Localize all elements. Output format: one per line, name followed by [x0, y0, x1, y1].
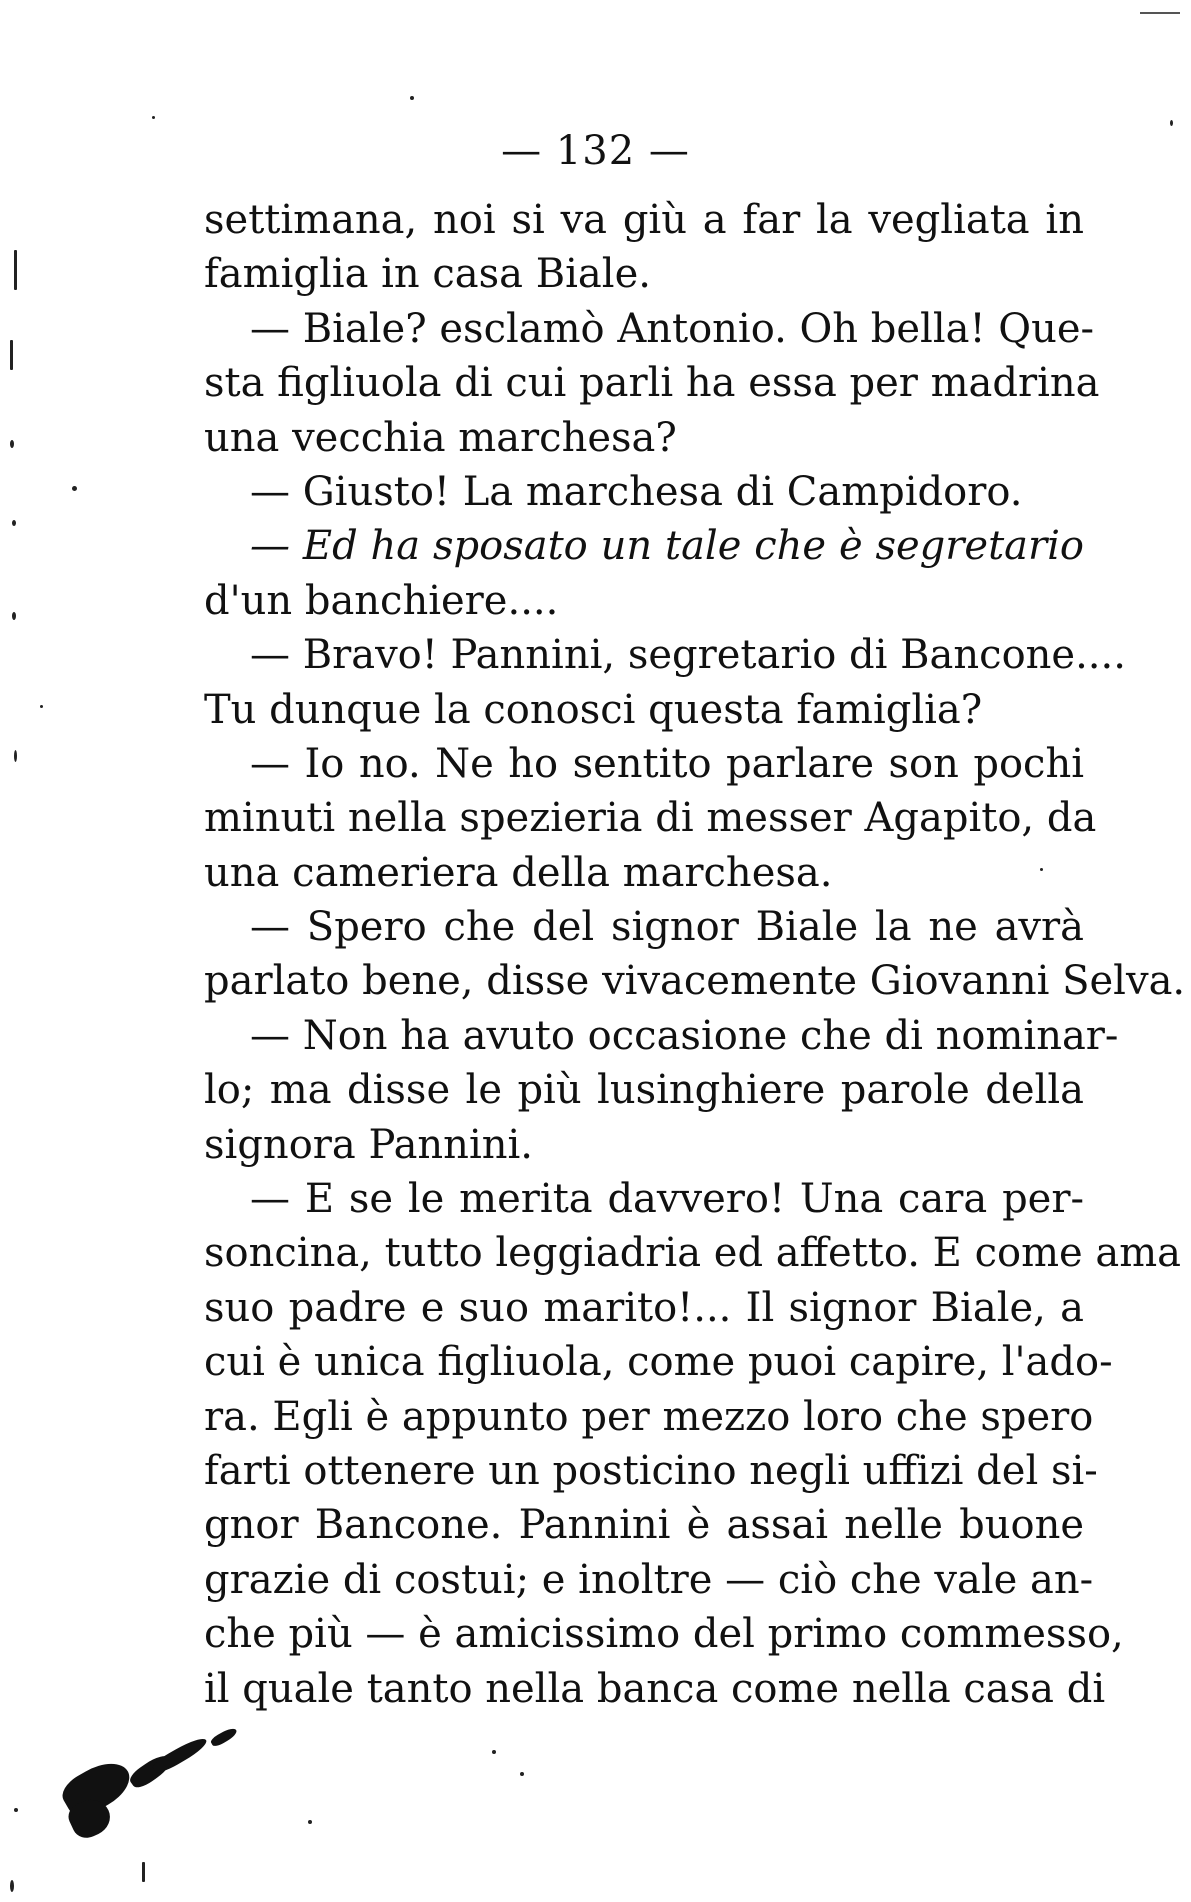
text-line: — E se le merita davvero! Una cara per-: [250, 1176, 1084, 1223]
ink-speck: [10, 440, 14, 448]
text-line: lo; ma disse le più lusinghiere parole della: [204, 1067, 1084, 1114]
text-line: gnor Bancone. Pannini è assai nelle buone: [204, 1502, 1084, 1549]
text-line: grazie di costui; e inoltre — ciò che vale an-: [204, 1556, 1094, 1603]
text-line: signora Pannini.: [204, 1121, 534, 1168]
ink-speck: [142, 1862, 145, 1882]
text-line: parlato bene, disse vivacemente Giovanni Selva.: [204, 958, 1186, 1005]
ink-blot: [151, 1734, 210, 1776]
ink-speck: [14, 250, 17, 290]
ink-speck: [12, 520, 16, 526]
ink-speck: [10, 1880, 14, 1892]
text-line: farti ottenere un posticino negli uffizi del si-: [204, 1447, 1098, 1494]
ink-speck: [14, 750, 17, 762]
text-line: — Io no. Ne ho sentito parlare son pochi: [250, 740, 1084, 787]
text-line: una cameriera della marchesa.: [204, 849, 833, 896]
ink-speck: [14, 1808, 18, 1812]
ink-speck: [308, 1820, 312, 1824]
text-line: Tu dunque la conosci questa famiglia?: [204, 686, 983, 733]
text-line: il quale tanto nella banca come nella casa di: [204, 1665, 1106, 1712]
text-line: — Spero che del signor Biale la ne avrà: [250, 904, 1084, 951]
text-line: — Non ha avuto occasione che di nominar-: [250, 1012, 1119, 1059]
text-line: sta figliuola di cui parli ha essa per madrina: [204, 360, 1100, 407]
text-line: — Giusto! La marchesa di Campidoro.: [250, 468, 1023, 515]
text-line: — Ed ha sposato un tale che è segretario: [250, 523, 1084, 570]
ink-speck: [520, 1772, 524, 1776]
text-line: soncina, tutto leggiadria ed affetto. E come ama: [204, 1230, 1182, 1277]
text-line: — Biale? esclamò Antonio. Oh bella! Que-: [250, 305, 1095, 352]
text-line: che più — è amicissimo del primo commesso,: [204, 1611, 1124, 1658]
text-line: minuti nella spezieria di messer Agapito, da: [204, 795, 1097, 842]
text-line: ra. Egli è appunto per mezzo loro che spero: [204, 1393, 1094, 1440]
ink-speck: [1040, 868, 1043, 871]
scan-mark: [1140, 12, 1180, 14]
text-line: — Bravo! Pannini, segretario di Bancone....: [250, 632, 1126, 679]
text-line: famiglia in casa Biale.: [204, 251, 651, 298]
body-text: [204, 193, 1186, 1716]
ink-speck: [72, 486, 77, 491]
ink-speck: [40, 705, 43, 708]
page-number: — 132 —: [501, 128, 690, 174]
text-line: d'un banchiere....: [204, 577, 559, 624]
ink-speck: [12, 612, 16, 620]
ink-speck: [410, 96, 414, 100]
text-line: suo padre e suo marito!... Il signor Biale, a: [204, 1284, 1084, 1331]
ink-speck: [152, 116, 155, 119]
ink-speck: [1170, 120, 1173, 126]
ink-blot: [209, 1726, 238, 1749]
text-line: una vecchia marchesa?: [204, 414, 677, 461]
text-line: cui è unica figliuola, come puoi capire, l'ado-: [204, 1339, 1113, 1386]
text-line: settimana, noi si va giù a far la vegliata in: [204, 197, 1084, 243]
ink-speck: [492, 1750, 496, 1754]
ink-speck: [10, 340, 13, 370]
